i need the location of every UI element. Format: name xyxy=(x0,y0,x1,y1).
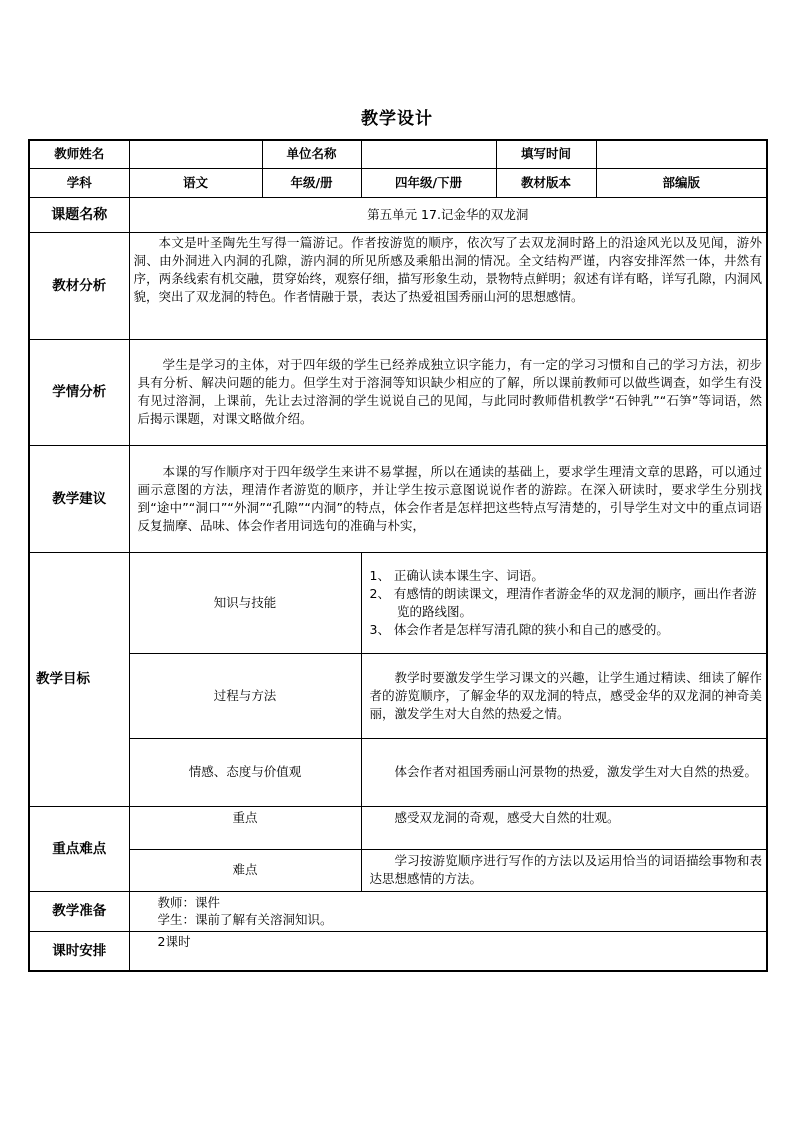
page-title: 教学设计 xyxy=(361,109,433,129)
focus-row xyxy=(29,806,767,849)
process-methods-text: 教学时要激发学生学习课文的兴趣，让学生通过精读、细读了解作者的游览顺序，了解金华的双龙洞的特点，感受金华的双龙洞的神奇美丽，激发学生对大自然的热爱之情。 xyxy=(361,653,767,738)
learner-analysis-text: 学生是学习的主体，对于四年级的学生已经养成独立识字能力，有一定的学习习惯和自己的学习方法，初步具有分析、解决问题的能力。但学生对于溶洞等知识缺少相应的了解，所以课前教师可以做些调查，如学生有没有见过溶洞，上课前，先让去过溶洞的学生说说自己的见闻，与此同时教师借机教学“石钟乳”“石笋”等词语，然后揭示课题，对课文略做介绍。 xyxy=(129,339,767,445)
fill-date-label: 填写时间 xyxy=(496,140,596,168)
schedule-value: 2课时 xyxy=(129,931,767,971)
unit-name-value[interactable] xyxy=(361,140,496,168)
schedule-row xyxy=(29,931,767,971)
preparation-row xyxy=(29,891,767,931)
focus-label: 重点 xyxy=(129,806,361,849)
teacher-name-value[interactable] xyxy=(129,140,262,168)
topic-row xyxy=(29,197,767,232)
topic-label: 课题名称 xyxy=(29,197,129,232)
focus-text: 感受双龙洞的奇观，感受大自然的壮观。 xyxy=(361,806,767,849)
textbook-analysis-text: 本文是叶圣陶先生写得一篇游记。作者按游览的顺序，依次写了去双龙洞时路上的沿途风光以及见闻，游外洞、由外洞进入内洞的孔隙，游内洞的所见所感及乘船出洞的情况。全文结构严谨，内容安排浑然一体，井然有序，两条线索有机交融，贯穿始终，观察仔细，描写形象生动，景物特点鲜明；叙述有详有略，详写孔隙，内洞风貌，突出了双龙洞的特色。作者情融于景，表达了热爱祖国秀丽山河的思想感情。 xyxy=(129,232,767,339)
objective-knowledge-row xyxy=(29,552,767,653)
header-row-1 xyxy=(29,140,767,168)
teaching-suggestions-row xyxy=(29,445,767,552)
schedule-label: 课时安排 xyxy=(29,931,129,971)
preparation-student-line: 学生：课前了解有关溶洞知识。 xyxy=(157,912,333,927)
objectives-label: 教学目标 xyxy=(29,552,129,806)
list-item: 2、 有感情的朗读课文，理清作者游金华的双龙洞的顺序，画出作者游览的路线图。 xyxy=(369,585,757,619)
preparation-teacher-line: 教师：课件 xyxy=(157,895,221,910)
unit-name-label: 单位名称 xyxy=(262,140,361,168)
difficulty-row xyxy=(29,849,767,891)
textbook-analysis-row xyxy=(29,232,767,339)
fill-date-value[interactable] xyxy=(596,140,767,168)
teaching-suggestions-text: 本课的写作顺序对于四年级学生来讲不易掌握，所以在通读的基础上，要求学生理清文章的思路，可以通过画示意图的方法，理清作者游览的顺序，并让学生按示意图说说作者的游踪。在深入研读时，要求学生分别找到“途中”“洞口”“外洞”“孔隙”“内洞”的特点，体会作者是怎样把这些特点写清楚的，引导学生对文中的重点词语反复揣摩、品味、体会作者用词选句的准确与朴实， xyxy=(129,445,767,552)
subject-value: 语文 xyxy=(129,168,262,197)
lesson-plan-table xyxy=(28,139,768,972)
objective-emotion-row xyxy=(29,738,767,806)
difficulty-text: 学习按游览顺序进行写作的方法以及运用恰当的词语描绘事物和表达思想感情的方法。 xyxy=(361,849,767,891)
teaching-suggestions-label: 教学建议 xyxy=(29,445,129,552)
knowledge-skills-list xyxy=(370,567,763,639)
teacher-name-label: 教师姓名 xyxy=(29,140,129,168)
grade-label: 年级/册 xyxy=(262,168,361,197)
learner-analysis-label: 学情分析 xyxy=(29,339,129,445)
topic-value: 第五单元 17.记金华的双龙洞 xyxy=(129,197,767,232)
difficulty-label: 难点 xyxy=(129,849,361,891)
learner-analysis-row xyxy=(29,339,767,445)
edition-value: 部编版 xyxy=(596,168,767,197)
edition-label: 教材版本 xyxy=(496,168,596,197)
key-points-label: 重点难点 xyxy=(29,806,129,891)
header-row-2 xyxy=(29,168,767,197)
list-item: 1、 正确认读本课生字、词语。 xyxy=(369,567,544,583)
emotion-attitude-label: 情感、态度与价值观 xyxy=(129,738,361,806)
knowledge-skills-content xyxy=(361,552,767,653)
emotion-attitude-text: 体会作者对祖国秀丽山河景物的热爱，激发学生对大自然的热爱。 xyxy=(361,738,767,806)
subject-label: 学科 xyxy=(29,168,129,197)
preparation-content xyxy=(129,891,767,931)
grade-value: 四年级/下册 xyxy=(361,168,496,197)
process-methods-label: 过程与方法 xyxy=(129,653,361,738)
list-item: 3、 体会作者是怎样写清孔隙的狭小和自己的感受的。 xyxy=(369,621,669,637)
knowledge-skills-label: 知识与技能 xyxy=(129,552,361,653)
preparation-label: 教学准备 xyxy=(29,891,129,931)
objective-process-row xyxy=(29,653,767,738)
textbook-analysis-label: 教材分析 xyxy=(29,232,129,339)
